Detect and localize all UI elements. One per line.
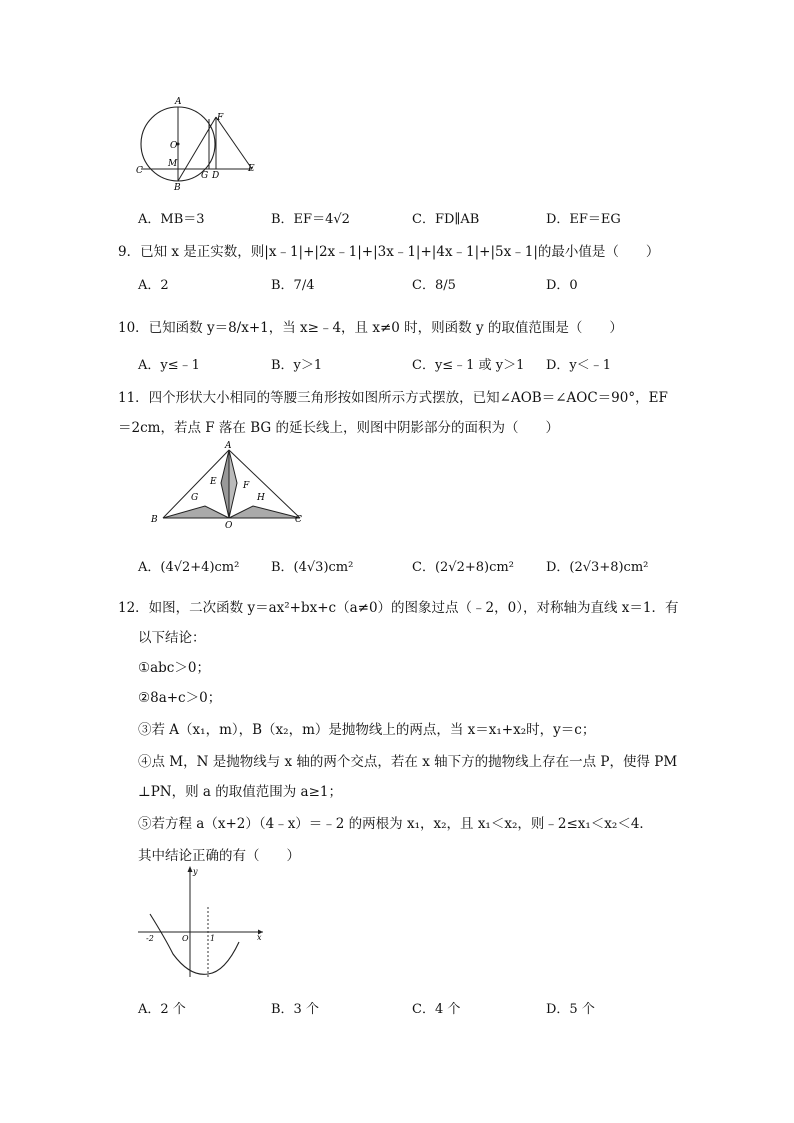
q10-option-c[interactable]: C．y≤﹣1 或 y＞1 bbox=[412, 358, 525, 373]
q8-option-a[interactable]: A．MB＝3 bbox=[138, 212, 205, 227]
label-G: G bbox=[201, 171, 209, 181]
label-B: B bbox=[151, 515, 158, 525]
label-x: x bbox=[257, 933, 262, 942]
q12-conclusion-4-line2: ⊥PN，则 a 的取值范围为 a≥1； bbox=[138, 784, 342, 800]
label-minus2: -2 bbox=[146, 934, 154, 943]
q9-option-b[interactable]: B．7/4 bbox=[271, 278, 315, 293]
label-C: C bbox=[136, 166, 143, 176]
label-F: F bbox=[243, 481, 250, 491]
q8-option-c[interactable]: C．FD∥AB bbox=[412, 212, 480, 227]
label-y: y bbox=[193, 867, 198, 876]
label-A: A bbox=[175, 97, 182, 107]
q11-option-a[interactable]: A．(4√2+4)cm² bbox=[138, 560, 240, 575]
label-G: G bbox=[191, 493, 199, 503]
label-F: F bbox=[217, 113, 224, 123]
label-H: H bbox=[257, 493, 265, 503]
q8-option-d[interactable]: D．EF＝EG bbox=[546, 212, 621, 227]
label-O: O bbox=[225, 521, 233, 530]
q9-option-c[interactable]: C．8/5 bbox=[412, 278, 456, 293]
q12-stem-line2: 以下结论： bbox=[138, 630, 206, 646]
label-O: O bbox=[182, 934, 189, 943]
q11-option-c[interactable]: C．(2√2+8)cm² bbox=[412, 560, 514, 575]
q12-option-b[interactable]: B．3 个 bbox=[271, 1002, 319, 1017]
q9-option-d[interactable]: D．0 bbox=[546, 278, 578, 293]
q12-stem-line1: 12．如图，二次函数 y＝ax²+bx+c（a≠0）的图象过点（﹣2，0），对称轴为直线 x＝1．有 bbox=[118, 600, 679, 616]
q12-conclusion-1: ①abc＞0； bbox=[138, 660, 210, 676]
parabola-figure bbox=[135, 862, 270, 980]
q10-option-a[interactable]: A．y≤﹣1 bbox=[138, 358, 200, 373]
q11-option-b[interactable]: B．(4√3)cm² bbox=[271, 560, 354, 575]
q9-stem: 9．已知 x 是正实数，则|x﹣1|+|2x﹣1|+|3x﹣1|+|4x﹣1|+|5x﹣1|的最小值是（ ） bbox=[118, 244, 660, 260]
q11-stem-line1: 11．四个形状大小相同的等腰三角形按如图所示方式摆放，已知∠AOB＝∠AOC＝90°，EF bbox=[118, 390, 668, 406]
label-E: E bbox=[210, 477, 217, 487]
q11-stem-line2: ＝2cm，若点 F 落在 BG 的延长线上，则图中阴影部分的面积为（ ） bbox=[118, 420, 559, 436]
label-C: C bbox=[295, 515, 302, 525]
q12-conclusion-5: ⑤若方程 a（x+2）（4﹣x）＝﹣2 的两根为 x₁，x₂，且 x₁＜x₂，则﹣2≤x₁＜x₂＜4． bbox=[138, 816, 653, 832]
q10-option-b[interactable]: B．y＞1 bbox=[271, 358, 323, 373]
q12-conclusion-3: ③若 A（x₁，m），B（x₂，m）是抛物线上的两点，当 x＝x₁+x₂时，y＝c； bbox=[138, 722, 596, 738]
q12-option-c[interactable]: C．4 个 bbox=[412, 1002, 461, 1017]
q12-conclusion-2: ②8a+c＞0； bbox=[138, 690, 222, 706]
q10-stem: 10．已知函数 y＝8/x+1，当 x≥﹣4，且 x≠0 时，则函数 y 的取值范围是（ ） bbox=[118, 320, 623, 336]
label-E: E bbox=[248, 164, 255, 174]
label-O: O bbox=[170, 141, 178, 151]
label-M: M bbox=[168, 159, 178, 169]
circle-figure bbox=[130, 92, 265, 192]
triangles-figure bbox=[145, 438, 310, 530]
q12-ask: 其中结论正确的有（ ） bbox=[138, 848, 300, 864]
q12-option-d[interactable]: D．5 个 bbox=[546, 1002, 595, 1017]
q12-option-a[interactable]: A．2 个 bbox=[138, 1002, 186, 1017]
q8-option-b[interactable]: B．EF＝4√2 bbox=[271, 212, 350, 227]
label-one: 1 bbox=[210, 934, 216, 943]
q12-conclusion-4-line1: ④点 M，N 是抛物线与 x 轴的两个交点，若在 x 轴下方的抛物线上存在一点 P，使得 PM bbox=[138, 754, 678, 770]
label-D: D bbox=[212, 171, 220, 181]
q11-option-d[interactable]: D．(2√3+8)cm² bbox=[546, 560, 649, 575]
q10-option-d[interactable]: D．y＜﹣1 bbox=[546, 358, 612, 373]
label-A: A bbox=[225, 441, 232, 451]
q9-option-a[interactable]: A．2 bbox=[138, 278, 169, 293]
label-B: B bbox=[174, 183, 181, 192]
